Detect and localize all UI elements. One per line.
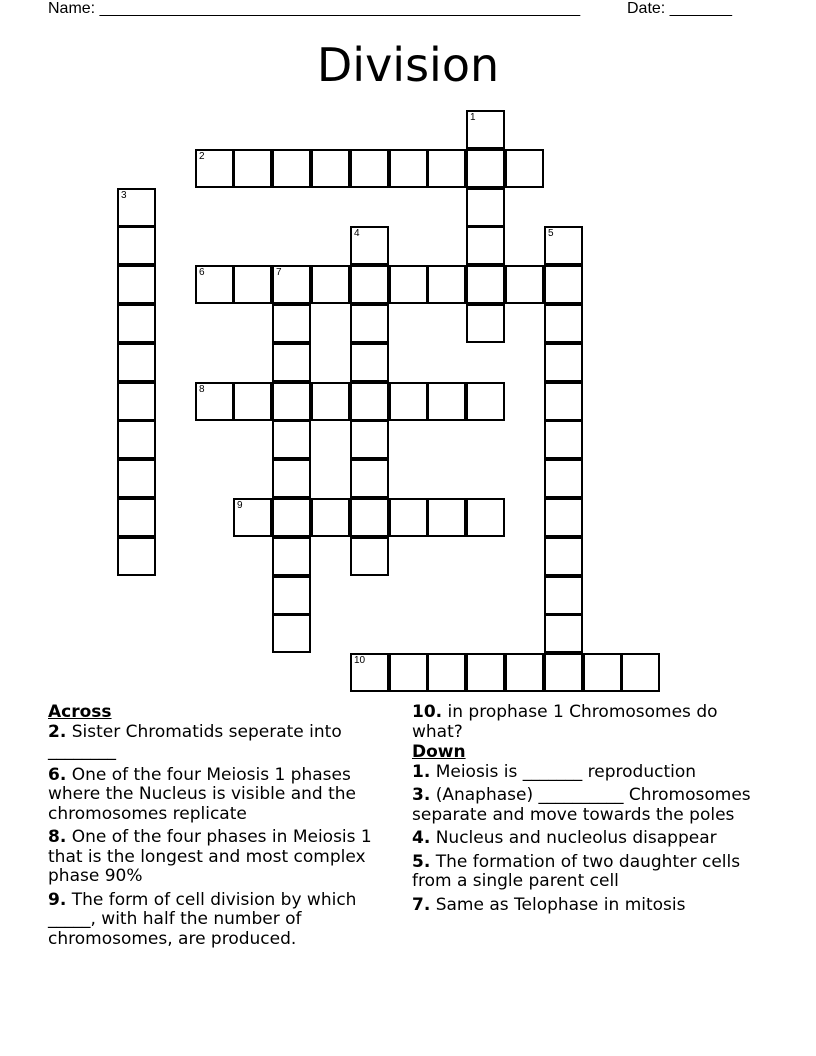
grid-cell[interactable] xyxy=(311,149,350,188)
grid-cell[interactable] xyxy=(117,304,156,343)
grid-cell[interactable] xyxy=(544,614,583,653)
down-heading: Down xyxy=(412,742,466,762)
clue-number: 6 xyxy=(199,267,205,278)
grid-cell[interactable] xyxy=(272,420,311,459)
grid-cell[interactable] xyxy=(272,576,311,615)
grid-cell[interactable] xyxy=(117,343,156,382)
grid-cell[interactable] xyxy=(544,459,583,498)
grid-cell[interactable] xyxy=(350,304,389,343)
name-field-label: Name: ______________________________________________________ xyxy=(48,0,581,17)
grid-cell[interactable] xyxy=(350,265,389,304)
grid-cell[interactable] xyxy=(427,382,466,421)
grid-cell[interactable] xyxy=(272,614,311,653)
grid-cell[interactable] xyxy=(233,498,272,537)
grid-cell[interactable] xyxy=(272,537,311,576)
grid-cell[interactable] xyxy=(544,653,583,692)
clues-column-left xyxy=(48,703,393,953)
grid-cell[interactable] xyxy=(466,226,505,265)
grid-cell[interactable] xyxy=(272,343,311,382)
page-title: Division xyxy=(316,38,500,92)
down-clue-3: 3. (Anaphase) __________ Chromosomes separate and move towards the poles xyxy=(412,785,751,825)
grid-cell[interactable] xyxy=(350,226,389,265)
grid-cell[interactable] xyxy=(505,149,544,188)
grid-cell[interactable] xyxy=(544,498,583,537)
clue-number: 5 xyxy=(548,228,554,239)
grid-cell[interactable] xyxy=(272,265,311,304)
grid-cell[interactable] xyxy=(272,304,311,343)
across-clue-10: 10. in prophase 1 Chromosomes do what? xyxy=(412,702,718,742)
grid-cell[interactable] xyxy=(350,653,389,692)
down-clue-4: 4. Nucleus and nucleolus disappear xyxy=(412,828,717,848)
grid-cell[interactable] xyxy=(350,343,389,382)
grid-cell[interactable] xyxy=(350,537,389,576)
clues-column-right xyxy=(412,703,752,919)
grid-cell[interactable] xyxy=(544,537,583,576)
grid-cell[interactable] xyxy=(350,459,389,498)
grid-cell[interactable] xyxy=(544,420,583,459)
grid-cell[interactable] xyxy=(466,498,505,537)
grid-cell[interactable] xyxy=(350,382,389,421)
grid-cell[interactable] xyxy=(544,226,583,265)
clue-number: 2 xyxy=(199,151,205,162)
grid-cell[interactable] xyxy=(117,188,156,227)
across-clue-9: 9. The form of cell division by which _____, with half the number of chromosomes, are produced. xyxy=(48,889,357,949)
grid-cell[interactable] xyxy=(466,188,505,227)
clue-number: 8 xyxy=(199,384,205,395)
grid-cell[interactable] xyxy=(117,420,156,459)
grid-cell[interactable] xyxy=(544,304,583,343)
grid-cell[interactable] xyxy=(389,149,428,188)
grid-cell[interactable] xyxy=(544,343,583,382)
grid-cell[interactable] xyxy=(117,226,156,265)
clue-number: 3 xyxy=(121,190,127,201)
grid-cell[interactable] xyxy=(311,265,350,304)
clue-number: 4 xyxy=(354,228,360,239)
grid-cell[interactable] xyxy=(311,498,350,537)
grid-cell[interactable] xyxy=(195,149,234,188)
grid-cell[interactable] xyxy=(272,459,311,498)
grid-cell[interactable] xyxy=(544,576,583,615)
grid-cell[interactable] xyxy=(389,265,428,304)
grid-cell[interactable] xyxy=(117,382,156,421)
grid-cell[interactable] xyxy=(427,149,466,188)
grid-cell[interactable] xyxy=(311,382,350,421)
grid-cell[interactable] xyxy=(466,304,505,343)
grid-cell[interactable] xyxy=(195,382,234,421)
grid-cell[interactable] xyxy=(505,653,544,692)
across-heading: Across xyxy=(48,702,112,722)
grid-cell[interactable] xyxy=(466,265,505,304)
grid-cell[interactable] xyxy=(350,420,389,459)
grid-cell[interactable] xyxy=(466,653,505,692)
grid-cell[interactable] xyxy=(272,149,311,188)
grid-cell[interactable] xyxy=(350,149,389,188)
down-clue-5: 5. The formation of two daughter cells from a single parent cell xyxy=(412,851,741,891)
grid-cell[interactable] xyxy=(389,653,428,692)
clue-number: 9 xyxy=(237,500,243,511)
grid-cell[interactable] xyxy=(544,382,583,421)
across-clue-6: 6. One of the four Meiosis 1 phases where the Nucleus is visible and the chromosomes replicate xyxy=(48,764,356,824)
across-clue-8: 8. One of the four phases in Meiosis 1 that is the longest and most complex phase 90% xyxy=(48,827,372,886)
grid-cell[interactable] xyxy=(466,149,505,188)
grid-cell[interactable] xyxy=(233,149,272,188)
grid-cell[interactable] xyxy=(117,265,156,304)
grid-cell[interactable] xyxy=(272,498,311,537)
grid-cell[interactable] xyxy=(427,265,466,304)
clue-number: 7 xyxy=(276,267,282,278)
grid-cell[interactable] xyxy=(466,110,505,149)
grid-cell[interactable] xyxy=(544,265,583,304)
grid-cell[interactable] xyxy=(583,653,622,692)
grid-cell[interactable] xyxy=(350,498,389,537)
grid-cell[interactable] xyxy=(233,382,272,421)
date-field-label: Date: _______ xyxy=(627,0,732,17)
grid-cell[interactable] xyxy=(195,265,234,304)
clue-number: 1 xyxy=(470,112,476,123)
across-clue-2: 2. Sister Chromatids seperate into ________ xyxy=(48,721,342,761)
grid-cell[interactable] xyxy=(233,265,272,304)
down-clue-1: 1. Meiosis is _______ reproduction xyxy=(412,761,697,782)
grid-cell[interactable] xyxy=(389,498,428,537)
grid-cell[interactable] xyxy=(466,382,505,421)
clue-number: 10 xyxy=(354,655,366,666)
grid-cell[interactable] xyxy=(117,459,156,498)
grid-cell[interactable] xyxy=(389,382,428,421)
grid-cell[interactable] xyxy=(117,498,156,537)
grid-cell[interactable] xyxy=(272,382,311,421)
grid-cell[interactable] xyxy=(505,265,544,304)
grid-cell[interactable] xyxy=(117,537,156,576)
grid-cell[interactable] xyxy=(427,653,466,692)
grid-cell[interactable] xyxy=(621,653,660,692)
grid-cell[interactable] xyxy=(427,498,466,537)
down-clue-7: 7. Same as Telophase in mitosis xyxy=(412,894,686,915)
